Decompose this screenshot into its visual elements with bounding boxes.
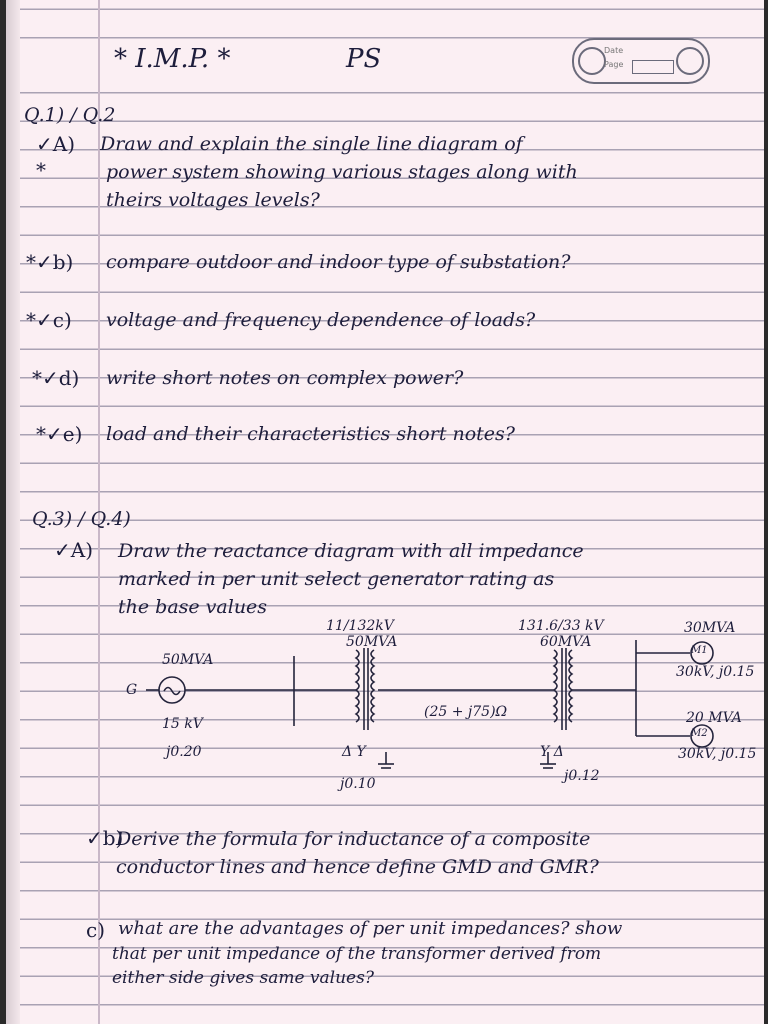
section-2-label: Q.3) / Q.4) [32,508,131,530]
t1-ratio: 11/132kV [326,618,394,634]
m2-rating: 20 MVA [686,710,742,726]
item-e-line: load and their characteristics short notes? [106,423,515,445]
section-1-label: Q.1) / Q.2 [24,104,116,126]
item-2a-line-2: marked in per unit select generator rating as [118,568,555,590]
line-impedance: (25 + j75)Ω [424,704,508,720]
t1-reactance: j0.10 [340,776,376,792]
item-b-line: compare outdoor and indoor type of substation? [106,251,571,273]
t1-rating: 50MVA [346,634,398,650]
item-2b-line-1: Derive the formula for inductance of a composite [116,828,591,850]
m1-ratings: 30kV, j0.15 [676,664,755,680]
item-2c-mark: c) [86,918,106,942]
m2-symbol: M2 [691,728,708,739]
t2-rating: 60MVA [540,634,592,650]
gen-voltage: 15 kV [162,716,203,732]
notebook-page [6,0,764,1024]
item-a-mark: ✓A) [36,132,76,156]
item-c-mark: *✓c) [26,308,72,332]
item-2c-line-1: what are the advantages of per unit impedances? show [118,918,623,939]
m1-symbol: M1 [691,645,708,656]
item-e-mark: *✓e) [36,422,83,446]
item-2c-line-3: either side gives same values? [112,968,374,988]
star-mark: * [36,158,46,182]
item-c-line: voltage and frequency dependence of loads? [106,309,536,331]
item-d-line: write short notes on complex power? [106,367,464,389]
item-2c-line-2: that per unit impedance of the transformer derived from [112,944,602,964]
item-a-line-3: theirs voltages levels? [106,189,320,211]
gen-label: G [126,682,138,698]
item-2b-mark: ✓b) [86,826,124,850]
m2-ratings: 30kV, j0.15 [678,746,757,762]
item-a-line-2: power system showing various stages along with [106,161,578,183]
item-2a-line-3: the base values [118,596,268,618]
item-2b-line-2: conductor lines and hence define GMD and GMR? [116,856,599,878]
subject-label: PS [346,44,382,74]
item-a-line-1: Draw and explain the single line diagram of [100,133,523,155]
item-2a-line-1: Draw the reactance diagram with all impedance [118,540,584,562]
gen-rating: 50MVA [162,652,214,668]
item-d-mark: *✓d) [32,366,80,390]
item-2a-mark: ✓A) [54,538,94,562]
page-heading: * I.M.P. * [114,44,231,74]
t2-connection: Y Δ [540,744,564,760]
item-b-mark: *✓b) [26,250,74,274]
m1-rating: 30MVA [684,620,736,636]
t2-ratio: 131.6/33 kV [518,618,604,634]
date-page-stamp: Date Page [572,38,710,84]
t1-connection: Δ Y [342,744,366,760]
gen-reactance: j0.20 [166,744,202,760]
t2-reactance: j0.12 [564,768,600,784]
